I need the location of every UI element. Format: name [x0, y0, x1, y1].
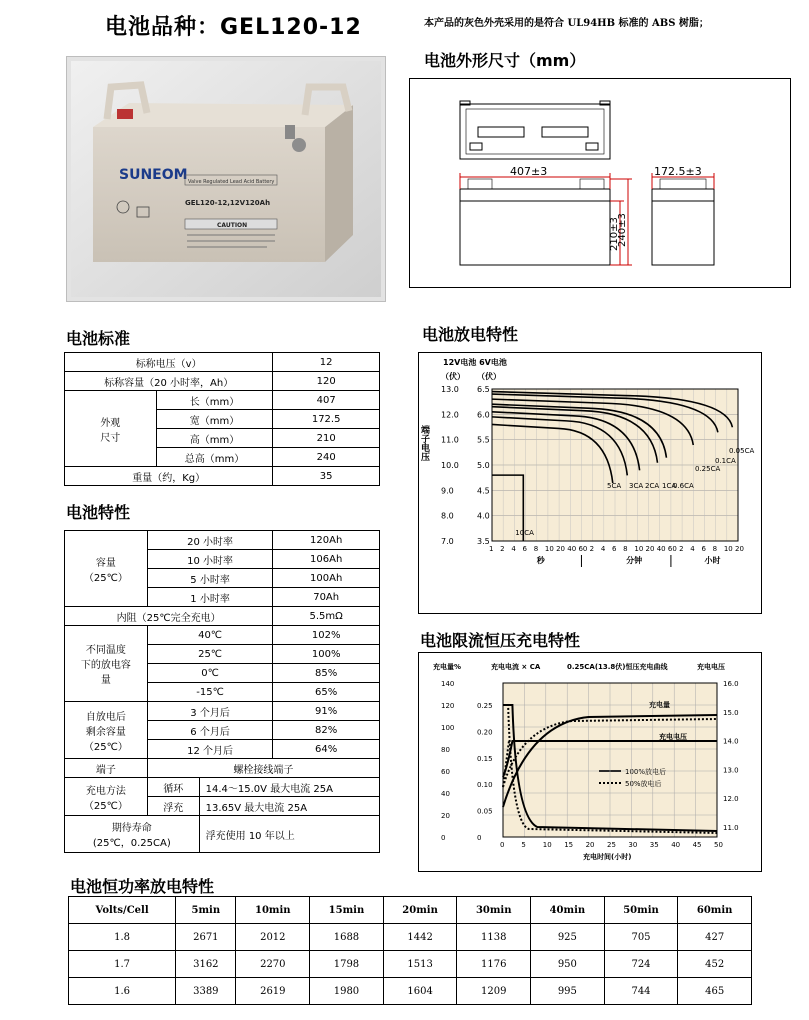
y-unit-12v: （伏）	[441, 372, 465, 381]
charge-chart	[418, 652, 762, 872]
y-ca-tick-label: 0	[477, 834, 482, 842]
table-row: 6 个月后 82%	[65, 721, 380, 740]
table-row: 1.6 3389 2619 1980 1604 1209 995 744 465	[69, 978, 752, 1005]
x-tick-label: 10	[542, 841, 552, 849]
y6-tick-label: 5.5	[477, 435, 490, 445]
curve-label: 0.25CA	[695, 465, 721, 473]
length-dim: 407±3	[510, 165, 548, 178]
legend-100: 100%放电后	[625, 768, 667, 776]
discharge-chart	[418, 352, 762, 614]
y-right-tick-label: 12.0	[723, 795, 739, 804]
y12-tick-label: 8.0	[441, 511, 454, 521]
curve-label: 0.05CA	[729, 447, 755, 455]
dimension-drawing	[409, 78, 791, 288]
charge-header-mid: 充电电流 × CA	[491, 663, 541, 671]
x-tick-label: 8	[712, 545, 718, 553]
y-right-tick-label: 15.0	[723, 708, 739, 717]
photo-caution: CAUTION	[217, 222, 248, 229]
y6-tick-label: 3.5	[477, 537, 490, 546]
photo-subtitle: Valve Regulated Lead Acid Battery	[188, 179, 275, 185]
charge-header-left: 充电量%	[433, 663, 462, 671]
y-axis-label: 端子电压	[419, 425, 429, 461]
y-pct-tick-label: 100	[441, 724, 455, 732]
table-row: 端子 螺栓接线端子	[65, 759, 380, 778]
y-ca-tick-label: 0.25	[477, 702, 493, 710]
curve-label: 1CA	[662, 482, 677, 490]
x-tick-label: 20	[585, 841, 595, 849]
y-ca-tick-label: 0.15	[477, 754, 493, 763]
discharge-title: 电池放电特性	[422, 325, 519, 344]
material-note: 本产品的灰色外壳采用的是符合 UL94HB 标准的 ABS 树脂；	[424, 18, 709, 29]
x-tick-label: 20	[556, 545, 566, 553]
power-table	[68, 896, 752, 1005]
table-row: 标称电压（v） 12	[65, 353, 380, 372]
y6-tick-label: 5.0	[477, 461, 490, 470]
x-tick-label: 1	[489, 545, 494, 553]
legend-50: 50%放电后	[625, 780, 662, 788]
x-tick-label: 6	[522, 545, 528, 553]
y-right-tick-label: 16.0	[723, 680, 739, 688]
y-pct-tick-label: 80	[441, 746, 450, 754]
label-charge-amount: 充电量	[649, 701, 670, 709]
table-row: 宽（mm） 172.5	[65, 410, 380, 429]
curve-label: 10CA	[515, 529, 534, 537]
table-row: 0℃ 85%	[65, 664, 380, 683]
dimensions-title: 电池外形尺寸（mm）	[424, 51, 586, 70]
table-row: 5 小时率 100Ah	[65, 569, 380, 588]
x-tick-label: 15	[564, 841, 574, 849]
table-row: 不同温度 下的放电容 量 40℃ 102%	[65, 626, 380, 645]
table-row: 充电方法 （25℃） 循环 14.4～15.0V 最大电流 25A	[65, 778, 380, 797]
y-ca-tick-label: 0.20	[477, 728, 493, 737]
charge-x-label: 充电时间(小时)	[583, 853, 632, 861]
table-row: 浮充 13.65V 最大电流 25A	[65, 797, 380, 816]
y12-tick-label: 9.0	[441, 486, 454, 496]
page-title: 电池品种：GEL120-12	[105, 15, 362, 40]
y-pct-tick-label: 20	[441, 812, 450, 820]
table-row: 重量（约，Kg） 35	[65, 467, 380, 486]
charge-header-right: 充电电压	[697, 663, 725, 671]
table-row: 总高（mm） 240	[65, 448, 380, 467]
photo-brand: SUNEOM	[119, 167, 188, 183]
power-title: 电池恒功率放电特性	[70, 877, 215, 896]
table-row: 外观 尺寸 长（mm） 407	[65, 391, 380, 410]
x-tick-label: 40	[671, 841, 681, 849]
x-tick-label: 45	[692, 841, 702, 849]
y6-tick-label: 4.0	[477, 511, 490, 521]
y-unit-6v: （伏）	[477, 372, 501, 381]
charge-header-curve: 0.25CA(13.8伏)恒压充电曲线	[567, 663, 668, 671]
x-tick-label: 25	[607, 841, 616, 849]
y12-tick-label: 11.0	[441, 435, 459, 445]
y-right-tick-label: 14.0	[723, 737, 739, 746]
x-tick-label: 40	[656, 545, 666, 553]
x-tick-label: 10	[544, 545, 554, 553]
width-dim: 172.5±3	[654, 165, 702, 178]
table-row: 自放电后 剩余容量 （25℃） 3 个月后 91%	[65, 702, 380, 721]
y-pct-tick-label: 0	[441, 834, 446, 842]
table-row: 10 小时率 106Ah	[65, 550, 380, 569]
y-pct-tick-label: 140	[441, 680, 455, 688]
table-row: 25℃ 100%	[65, 645, 380, 664]
x-tick-label: 2	[679, 545, 684, 553]
x-tick-label: 4	[690, 545, 695, 553]
table-row: 1.8 2671 2012 1688 1442 1138 925 705 427	[69, 924, 752, 951]
x-tick-label: 2	[500, 545, 505, 553]
x-tick-label: 30	[628, 841, 638, 849]
curve-label: 3CA	[629, 482, 644, 490]
y12-tick-label: 13.0	[441, 385, 459, 394]
x-tick-label: 50	[714, 841, 723, 849]
battery-illustration	[67, 57, 385, 301]
x-tick-label: 4	[511, 545, 516, 553]
y-right-tick-label: 11.0	[723, 824, 739, 832]
curve-label: 5CA	[607, 482, 622, 490]
table-row: 12 个月后 64%	[65, 740, 380, 759]
y-pct-tick-label: 120	[441, 702, 455, 710]
x-tick-label: 10	[634, 545, 644, 553]
x-tick-label: 40	[567, 545, 577, 553]
y12-tick-label: 12.0	[441, 410, 459, 420]
x-tick-label: 20	[645, 545, 655, 553]
characteristics-title: 电池特性	[66, 503, 131, 522]
photo-model: GEL120-12,12V120Ah	[185, 199, 271, 207]
x-group-label: 小时	[704, 556, 721, 565]
x-tick-label: 5	[521, 841, 526, 849]
table-row: -15℃ 65%	[65, 683, 380, 702]
x-tick-label: 8	[623, 545, 628, 553]
curve-label: 0.1CA	[715, 457, 736, 465]
x-tick-label: 6	[701, 545, 706, 553]
x-tick-label: 35	[649, 841, 659, 849]
y-pct-tick-label: 40	[441, 790, 450, 798]
x-tick-label: 4	[600, 545, 606, 553]
y12-tick-label: 7.0	[441, 537, 454, 546]
y6-tick-label: 6.0	[477, 410, 490, 420]
y12-tick-label: 10.0	[441, 461, 459, 470]
y6-tick-label: 4.5	[477, 486, 490, 496]
table-row: 容量 （25℃） 20 小时率 120Ah	[65, 531, 380, 550]
table-row: 1 小时率 70Ah	[65, 588, 380, 607]
y-pct-tick-label: 60	[441, 768, 450, 776]
standard-table	[64, 352, 380, 486]
x-tick-label: 8	[533, 545, 539, 553]
x-tick-label: 60	[578, 545, 588, 553]
label-charge-voltage: 充电电压	[659, 733, 687, 741]
battery-photo	[66, 56, 386, 302]
y-right-tick-label: 13.0	[723, 766, 739, 775]
table-row: 内阻（25℃完全充电） 5.5mΩ	[65, 607, 380, 626]
y-ca-tick-label: 0.05	[477, 807, 493, 816]
x-tick-label: 0	[500, 841, 505, 849]
y-ca-tick-label: 0.10	[477, 781, 493, 790]
x-group-label: 分钟	[626, 556, 643, 565]
table-row: 标称容量（20 小时率，Ah） 120	[65, 372, 380, 391]
table-row: 期待寿命 (25℃，0.25CA) 浮充使用 10 年以上	[65, 816, 380, 853]
x-tick-label: 60	[667, 545, 677, 553]
curve-label: 2CA	[645, 482, 660, 490]
x-tick-label: 2	[589, 545, 595, 553]
charge-title: 电池限流恒压充电特性	[420, 631, 581, 650]
height-dim: 210±3	[609, 217, 620, 251]
table-row: 1.7 3162 2270 1798 1513 1176 950 724 452	[69, 951, 752, 978]
curve-label: 0.6CA	[673, 482, 694, 490]
standard-title: 电池标准	[66, 329, 131, 348]
total-height-dim: 240±3	[617, 213, 628, 247]
x-tick-label: 10	[723, 545, 733, 553]
table-header-row: Volts/Cell 5min 10min 15min 20min 30min 40min 50min 60min	[69, 897, 752, 924]
x-tick-label: 6	[612, 545, 617, 553]
table-row: 高（mm） 210	[65, 429, 380, 448]
x-group-label: 秒	[536, 556, 545, 565]
discharge-header: 12V电池 6V电池	[443, 358, 507, 367]
x-tick-label: 20	[735, 545, 744, 553]
y6-tick-label: 6.5	[477, 385, 490, 394]
characteristics-table	[64, 530, 380, 853]
